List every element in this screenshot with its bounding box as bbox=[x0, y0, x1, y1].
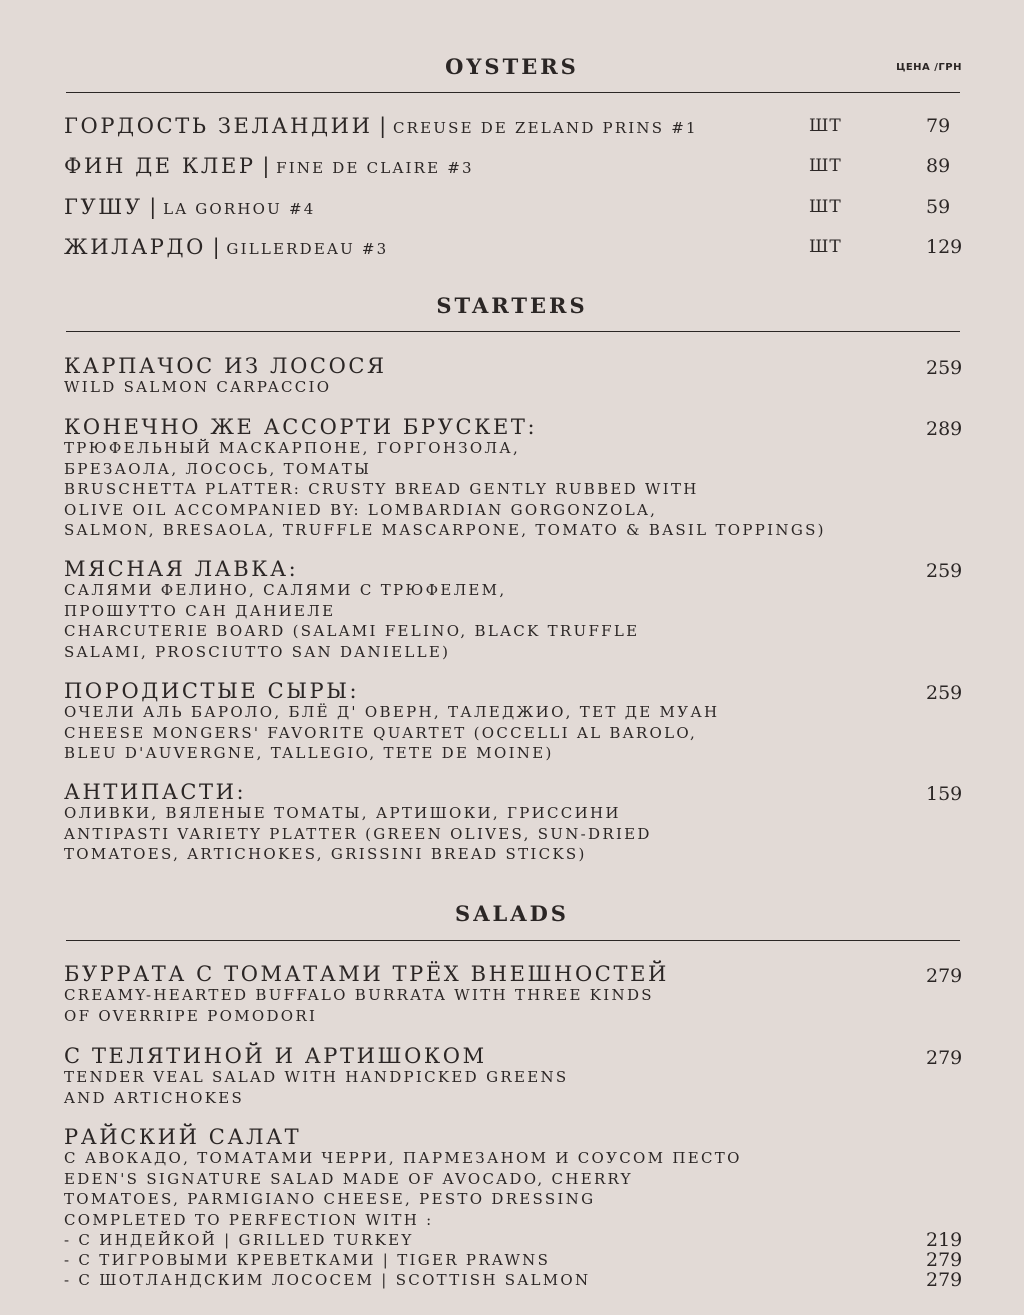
item-name: КАРПАЧОС ИЗ ЛОСОСЯ bbox=[64, 354, 387, 378]
oyster-unit: ШТ bbox=[809, 197, 842, 217]
oyster-price: 89 bbox=[926, 155, 951, 177]
item-desc-line: ANTIPASTI VARIETY PLATTER (GREEN OLIVES, SUN-DRIED bbox=[64, 824, 652, 843]
option-price: 279 bbox=[926, 1249, 963, 1271]
item-name: РАЙСКИЙ САЛАТ bbox=[64, 1125, 302, 1149]
item-desc-line: TOMATOES, ARTICHOKES, GRISSINI BREAD STICKS) bbox=[64, 845, 587, 863]
item-desc-line: TENDER VEAL SALAD WITH HANDPICKED GREENS bbox=[64, 1068, 569, 1086]
oysters-title: OYSTERS bbox=[445, 54, 579, 79]
item-price: 279 bbox=[926, 1047, 963, 1069]
separator: | bbox=[255, 154, 277, 178]
menu-item bbox=[64, 1045, 964, 1108]
item-name: ПОРОДИСТЫЕ СЫРЫ: bbox=[64, 679, 360, 703]
item-desc-line: SALMON, BRESAOLA, TRUFFLE MASCARPONE, TOMATO & BASIL TOPPINGS) bbox=[64, 521, 826, 539]
item-desc-line: ОЧЕЛИ АЛЬ БАРОЛО, БЛЁ Д' ОВЕРН, ТАЛЕДЖИО, ТЕТ ДЕ МУАН bbox=[64, 703, 720, 721]
item-price: 289 bbox=[926, 418, 963, 440]
oyster-item bbox=[64, 235, 964, 265]
price-column-header: ЦЕНА /ГРН bbox=[896, 62, 962, 73]
item-desc-line: OLIVE OIL ACCOMPANIED BY: LOMBARDIAN GORGONZOLA, bbox=[64, 500, 658, 519]
item-price: 159 bbox=[926, 783, 963, 805]
item-desc-line: ПРОШУТТО САН ДАНИЕЛЕ bbox=[64, 601, 336, 620]
menu-item bbox=[64, 355, 964, 398]
oyster-price: 129 bbox=[926, 236, 963, 258]
item-name: БУРРАТА С ТОМАТАМИ ТРЁХ ВНЕШНОСТЕЙ bbox=[64, 962, 669, 986]
separator: | bbox=[372, 114, 393, 138]
item-desc-line: WILD SALMON CARPACCIO bbox=[64, 378, 332, 396]
oyster-name-ru: ГУШУ bbox=[64, 195, 143, 219]
item-desc-line: ОЛИВКИ, ВЯЛЕНЫЕ ТОМАТЫ, АРТИШОКИ, ГРИССИНИ bbox=[64, 804, 621, 822]
item-desc-line: CHARCUTERIE BOARD (SALAMI FELINO, BLACK TRUFFLE bbox=[64, 622, 640, 640]
oysters-divider bbox=[66, 92, 960, 93]
option-label: - С ИНДЕЙКОЙ | GRILLED TURKEY bbox=[64, 1231, 414, 1249]
item-desc-line: CREAMY-HEARTED BUFFALO BURRATA WITH THREE KINDS bbox=[64, 986, 654, 1004]
oyster-name-ru: ГОРДОСТЬ ЗЕЛАНДИИ bbox=[64, 114, 373, 138]
menu-item bbox=[64, 558, 964, 662]
item-desc-line: CHEESE MONGERS' FAVORITE QUARTET (OCCELLI AL BAROLO, bbox=[64, 723, 698, 742]
item-price: 259 bbox=[926, 682, 963, 704]
item-desc-line: AND ARTICHOKES bbox=[64, 1088, 245, 1107]
item-price: 259 bbox=[926, 357, 963, 379]
item-name: КОНЕЧНО ЖЕ АССОРТИ БРУСКЕТ: bbox=[64, 415, 538, 439]
oyster-name-en: CREUSE DE ZELAND PRINS #1 bbox=[392, 119, 698, 137]
salad-option bbox=[64, 1230, 964, 1250]
oyster-name-en: FINE DE CLAIRE #3 bbox=[276, 159, 474, 177]
item-desc-line: OF OVERRIPE POMODORI bbox=[64, 1006, 318, 1025]
option-label: - С ШОТЛАНДСКИМ ЛОСОСЕМ | SCOTTISH SALMON bbox=[64, 1271, 591, 1289]
item-desc-line: TOMATOES, PARMIGIANO CHEESE, PESTO DRESSING bbox=[64, 1190, 596, 1208]
salad-option bbox=[64, 1250, 964, 1270]
oyster-price: 79 bbox=[926, 115, 951, 137]
item-name: С ТЕЛЯТИНОЙ И АРТИШОКОМ bbox=[64, 1044, 487, 1068]
salads-title: SALADS bbox=[455, 901, 569, 926]
oyster-price: 59 bbox=[926, 196, 951, 218]
oyster-name-en: LA GORHOU #4 bbox=[163, 200, 316, 218]
option-price: 219 bbox=[926, 1229, 963, 1251]
menu-item bbox=[64, 416, 964, 541]
item-desc-line: BLEU D'AUVERGNE, TALLEGIO, TETE DE MOINE) bbox=[64, 744, 554, 762]
oyster-item bbox=[64, 114, 964, 144]
item-desc-line: САЛЯМИ ФЕЛИНО, САЛЯМИ С ТРЮФЕЛЕМ, bbox=[64, 581, 507, 599]
oyster-name-ru: ЖИЛАРДО bbox=[64, 235, 206, 259]
item-name: МЯСНАЯ ЛАВКА: bbox=[64, 557, 299, 581]
oyster-name-ru: ФИН ДЕ КЛЕР bbox=[64, 154, 256, 178]
menu-item bbox=[64, 781, 964, 865]
starters-title: STARTERS bbox=[436, 293, 588, 318]
option-price: 279 bbox=[926, 1269, 963, 1291]
item-price: 279 bbox=[926, 965, 963, 987]
item-desc-line: С АВОКАДО, ТОМАТАМИ ЧЕРРИ, ПАРМЕЗАНОМ И СОУСОМ ПЕСТО bbox=[64, 1149, 742, 1167]
item-name: АНТИПАСТИ: bbox=[64, 780, 247, 804]
oyster-unit: ШТ bbox=[809, 156, 842, 176]
separator: | bbox=[205, 235, 227, 259]
oyster-unit: ШТ bbox=[809, 237, 842, 257]
salads-divider bbox=[66, 940, 960, 941]
menu-item bbox=[64, 680, 964, 764]
oyster-name-en: GILLERDEAU #3 bbox=[226, 240, 389, 258]
starters-divider bbox=[66, 331, 960, 332]
menu-item bbox=[64, 963, 964, 1026]
item-desc-line: BRUSCHETTA PLATTER: CRUSTY BREAD GENTLY RUBBED WITH bbox=[64, 480, 699, 498]
item-desc-line: ТРЮФЕЛЬНЫЙ МАСКАРПОНЕ, ГОРГОНЗОЛА, bbox=[64, 439, 521, 457]
separator: | bbox=[142, 195, 164, 219]
oyster-item bbox=[64, 154, 964, 184]
item-desc-line: БРЕЗАОЛА, ЛОСОСЬ, ТОМАТЫ bbox=[64, 459, 372, 478]
item-desc-line: EDEN'S SIGNATURE SALAD MADE OF AVOCADO, CHERRY bbox=[64, 1169, 633, 1188]
item-price: 259 bbox=[926, 560, 963, 582]
option-label: - С ТИГРОВЫМИ КРЕВЕТКАМИ | TIGER PRAWNS bbox=[64, 1251, 551, 1269]
item-desc-line: COMPLETED TO PERFECTION WITH : bbox=[64, 1210, 434, 1229]
menu-item bbox=[64, 1126, 964, 1230]
item-desc-line: SALAMI, PROSCIUTTO SAN DANIELLE) bbox=[64, 642, 451, 661]
oyster-unit: ШТ bbox=[809, 116, 842, 136]
salad-option bbox=[64, 1270, 964, 1290]
oyster-item bbox=[64, 195, 964, 225]
